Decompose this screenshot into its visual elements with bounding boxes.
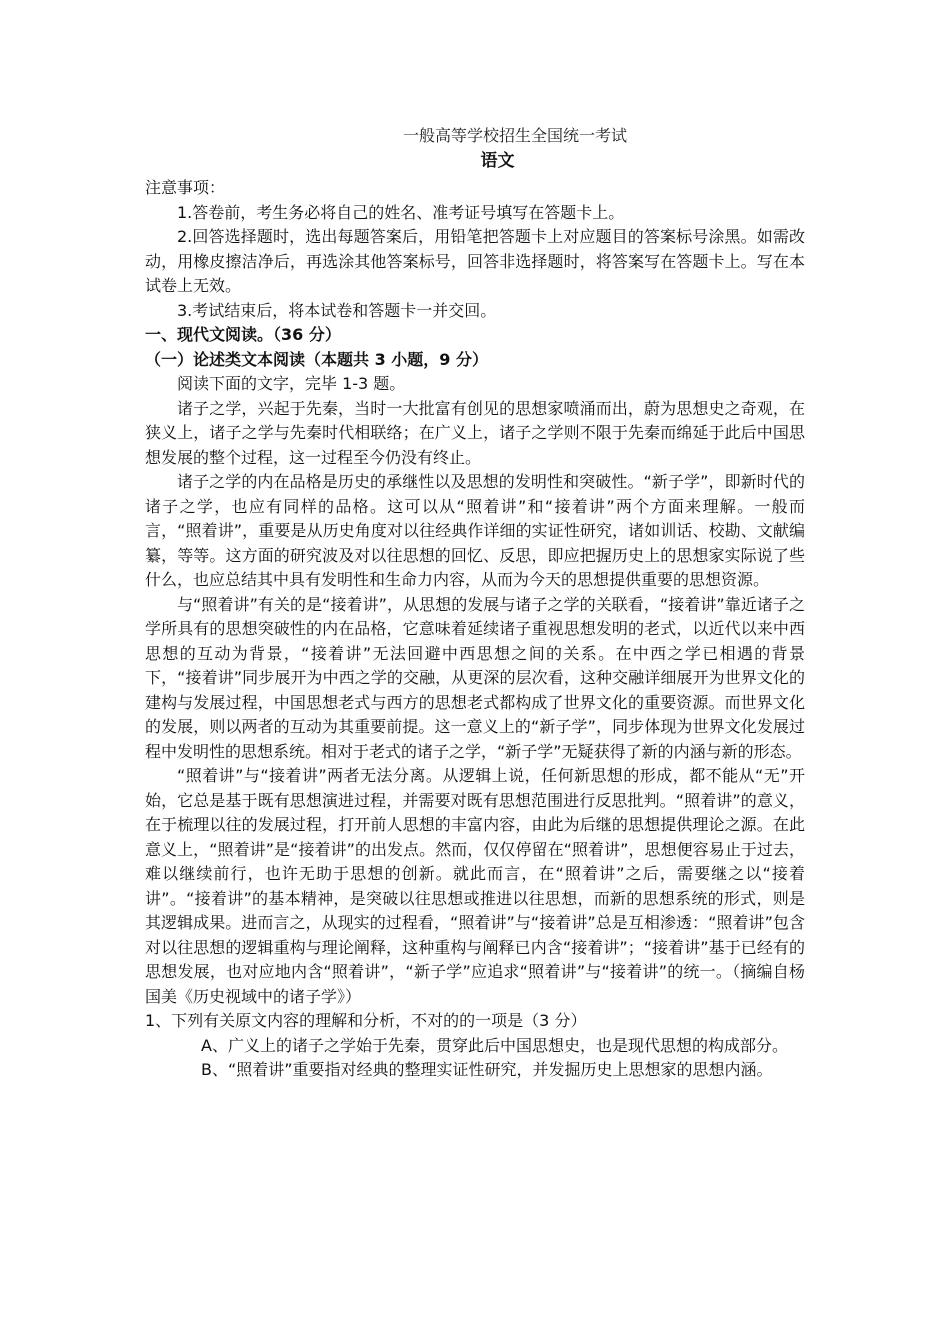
exam-page [145, 124, 805, 1083]
section-sub-heading: （一）论述类文本阅读（本题共 3 小题，9 分） [145, 349, 488, 369]
passage-paragraph: 诸子之学，兴起于先秦，当时一大批富有创见的思想家喷涌而出，蔚为思想史之奇观，在狭义上，诸子之学与先秦时代相联络；在广义上，诸子之学则不限于先秦而绵延于此后中国思想发展的整个过程，这一过程至今仍没有终止。 [145, 398, 805, 467]
notes-heading: 注意事项： [145, 178, 226, 197]
subject-title: 语文 [480, 151, 515, 171]
question-option-a: A、广义上的诸子之学始于先秦，贯穿此后中国思想史，也是现代思想的构成部分。 [201, 1035, 788, 1055]
passage-paragraph: 诸子之学的内在品格是历史的承继性以及思想的发明性和突破性。“新子学”，即新时代的诸子之学，也应有同样的品格。这可以从“照着讲”和“接着讲”两个方面来理解。一般而言，“照着讲”，重要是从历史角度对以往经典作详细的实证性研究，诸如训话、校勘、文献编纂，等等。这方面的研究波及对以往思想的回忆、反思，即应把握历史上的思想家实际说了些什么，也应总结其中具有发明性和生命力内容，从而为今天的思想提供重要的思想资源。 [145, 472, 805, 589]
exam-title: 一般高等学校招生全国统一考试 [402, 126, 627, 145]
note-item: 3.考试结束后，将本试卷和答题卡一并交回。 [177, 300, 497, 320]
passage-paragraph: 与“照着讲”有关的是“接着讲”，从思想的发展与诸子之学的关联看，“接着讲”靠近诸子之学所具有的思想突破性的内在品格，它意味着延续诸子重视思想发明的老式，以近代以来中西思想的互动为背景，“接着讲”无法回避中西思想之间的关系。在中西之学已相遇的背景下，“接着讲”同步展开为中西之学的交融，从更深的层次看，这种交融详细展开为世界文化的建构与发展过程，中国思想老式与西方的思想老式都构成了世界文化的重要资源。而世界文化的发展，则以两者的互动为其重要前提。这一意义上的“新子学”，同步体现为世界文化发展过程中发明性的思想系统。相对于老式的诸子之学，“新子学”无疑获得了新的内涵与新的形态。 [145, 594, 805, 761]
question-option-b: B、“照着讲”重要指对经典的整理实证性研究，并发掘历史上思想家的思想内涵。 [201, 1060, 773, 1079]
passage-paragraph: “照着讲”与“接着讲”两者无法分离。从逻辑上说，任何新思想的形成，都不能从“无”开始，它总是基于既有思想演进过程，并需要对既有思想范围进行反思批判。“照着讲”的意义，在于梳理以往的发展过程，打开前人思想的丰富内容，由此为后继的思想提供理论之源。在此意义上，“照着讲”是“接着讲”的出发点。然而，仅仅停留在“照着讲”，思想便容易止于过去，难以继续前行，也许无助于思想的创新。就此而言，在“照着讲”之后，需要继之以“接着讲”。“接着讲”的基本精神，是突破以往思想或推进以往思想，而新的思想系统的形式，则是其逻辑成果。进而言之，从现实的过程看，“照着讲”与“接着讲”总是互相渗透：“照着讲”包含对以往思想的逻辑重构与理论阐释，这种重构与阐释已内含“接着讲”；“接着讲”基于已经有的思想发展，也对应地内含“照着讲”，“新子学”应追求“照着讲”与“接着讲”的统一。（摘编自杨国美《历史视域中的诸子学》） [145, 766, 805, 1006]
reading-instruction: 阅读下面的文字，完毕 1-3 题。 [177, 374, 406, 393]
note-item: 1.答卷前，考生务必将自己的姓名、准考证号填写在答题卡上。 [177, 202, 625, 222]
question-stem: 1、下列有关原文内容的理解和分析，不对的的一项是（3 分） [145, 1011, 587, 1030]
note-item: 2.回答选择题时，选出每题答案后，用铅笔把答题卡上对应题目的答案标号涂黑。如需改动，用橡皮擦洁净后，再选涂其他答案标号，回答非选择题时，将答案写在答题卡上。写在本试卷上无效。 [145, 227, 805, 295]
section-heading: 一、现代文阅读。（36 分） [145, 325, 341, 344]
